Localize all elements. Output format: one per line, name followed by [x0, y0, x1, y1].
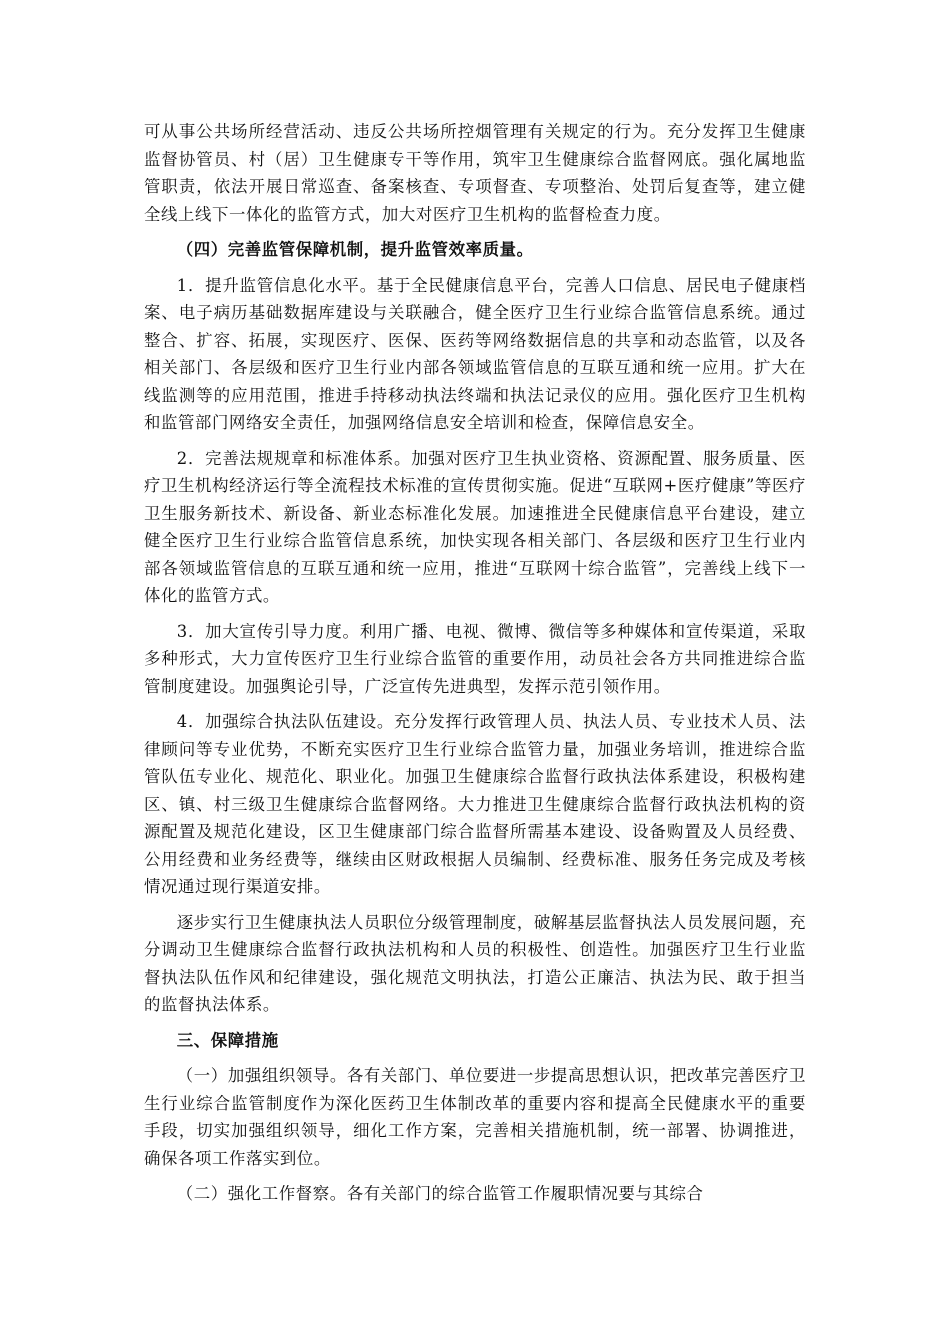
paragraph-measure-2: （二）强化工作督察。各有关部门的综合监管工作履职情况要与其综合 [176, 1184, 704, 1203]
paragraph-personnel: 逐步实行卫生健康执法人员职位分级管理制度，破解基层监督执法人员发展问题，充分调动卫生健康综合监督行政执法机构和人员的积极性、创造性。加强医疗卫生行业监督执法队伍作风和纪律建设，强化规范文明执法，打造公正廉洁、执法为民、敢于担当的监督执法体系。 [144, 912, 806, 1014]
section-heading-3: 三、保障措施 [176, 1030, 279, 1050]
document-page [144, 118, 806, 1216]
paragraph-item-1: 1．提升监管信息化水平。基于全民健康信息平台，完善人口信息、居民电子健康档案、电子病历基础数据库建设与关联融合，健全医疗卫生行业综合监管信息系统。通过整合、扩容、拓展，实现医疗、医保、医药等网络数据信息的共享和动态监管，以及各相关部门、各层级和医疗卫生行业内部各领域监管信息的互联互通和统一应用。扩大在线监测等的应用范围，推进手持移动执法终端和执法记录仪的应用。强化医疗卫生机构和监管部门网络安全责任，加强网络信息安全培训和检查，保障信息安全。 [144, 275, 806, 432]
paragraph-item-4: 4．加强综合执法队伍建设。充分发挥行政管理人员、执法人员、专业技术人员、法律顾问等专业优势，不断充实医疗卫生行业综合监管力量，加强业务培训，推进综合监管队伍专业化、规范化、职业化。加强卫生健康综合监督行政执法体系建设，积极构建区、镇、村三级卫生健康综合监督网络。大力推进卫生健康综合监督行政执法机构的资源配置及规范化建设，区卫生健康部门综合监督所需基本建设、设备购置及人员经费、公用经费和业务经费等，继续由区财政根据人员编制、经费标准、服务任务完成及考核情况通过现行渠道安排。 [144, 712, 806, 896]
paragraph-item-2: 2．完善法规规章和标准体系。加强对医疗卫生执业资格、资源配置、服务质量、医疗卫生机构经济运行等全流程技术标准的宣传贯彻实施。促进“互联网+医疗健康”等医疗卫生服务新技术、新设备、新业态标准化发展。加速推进全民健康信息平台建设，建立健全医疗卫生行业综合监管信息系统，加快实现各相关部门、各层级和医疗卫生行业内部各领域监管信息的互联互通和统一应用，推进“互联网十综合监管”，完善线上线下一体化的监管方式。 [144, 448, 806, 605]
section-heading-4: （四）完善监管保障机制，提升监管效率质量。 [176, 240, 534, 259]
paragraph-continuation: 可从事公共场所经营活动、违反公共场所控烟管理有关规定的行为。充分发挥卫生健康监督协管员、村（居）卫生健康专干等作用，筑牢卫生健康综合监督网底。强化属地监管职责，依法开展日常巡查、备案核查、专项督查、专项整治、处罚后复查等，建立健全线上线下一体化的监管方式，加大对医疗卫生机构的监督检查力度。 [144, 122, 806, 224]
paragraph-item-3: 3．加大宣传引导力度。利用广播、电视、微博、微信等多种媒体和宣传渠道，采取多种形式，大力宣传医疗卫生行业综合监管的重要作用，动员社会各方共同推进综合监管制度建设。加强舆论引导，广泛宣传先进典型，发挥示范引领作用。 [144, 621, 806, 696]
paragraph-measure-1: （一）加强组织领导。各有关部门、单位要进一步提高思想认识，把改革完善医疗卫生行业综合监管制度作为深化医药卫生体制改革的重要内容和提高全民健康水平的重要手段，切实加强组织领导，细化工作方案，完善相关措施机制，统一部署、协调推进，确保各项工作落实到位。 [144, 1066, 806, 1168]
